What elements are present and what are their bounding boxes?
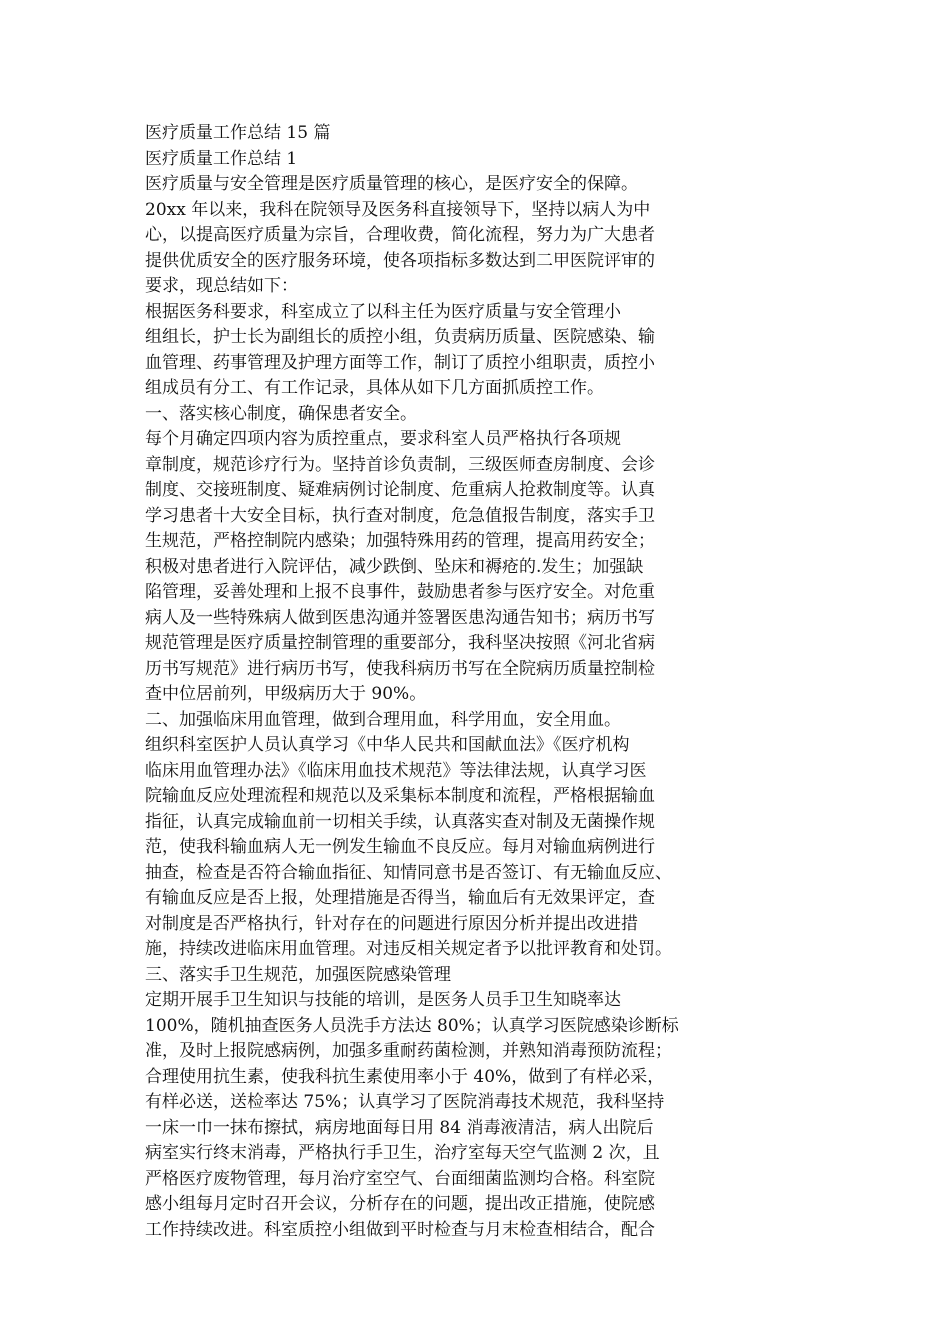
text-line: 范，使我科输血病人无一例发生输血不良反应。每月对输血病例进行	[145, 837, 655, 857]
text-line: 组成员有分工、有工作记录，具体从如下几方面抓质控工作。	[145, 378, 604, 398]
text-line: 一床一巾一抹布擦拭，病房地面每日用 84 消毒液清洁，病人出院后	[145, 1117, 654, 1138]
text-line: 有输血反应是否上报，处理措施是否得当，输血后有无效果评定，查	[145, 888, 655, 908]
text-line: 有样必送，送检率达 75%；认真学习了医院消毒技术规范，我科坚持	[145, 1092, 665, 1112]
text-line: 20xx 年以来，我科在院领导及医务科直接领导下，坚持以病人为中	[145, 199, 651, 220]
text-line: 指征，认真完成输血前一切相关手续，认真落实查对制及无菌操作规	[145, 811, 655, 832]
text-line: 严格医疗废物管理，每月治疗室空气、台面细菌监测均合格。科室院	[145, 1168, 655, 1189]
text-line: 章制度，规范诊疗行为。坚持首诊负责制，三级医师查房制度、会诊	[145, 454, 655, 475]
text-line: 血管理、药事管理及护理方面等工作，制订了质控小组职责，质控小	[145, 352, 655, 373]
text-line: 要求，现总结如下：	[145, 276, 298, 296]
document-body	[145, 121, 745, 1243]
heading-3: 三、落实手卫生规范，加强医院感染管理	[145, 964, 451, 985]
text-line: 组组长，护士长为副组长的质控小组，负责病历质量、医院感染、输	[145, 327, 655, 347]
text-line: 感小组每月定时召开会议，分析存在的问题，提出改正措施，使院感	[145, 1194, 655, 1214]
text-line: 对制度是否严格执行，针对存在的问题进行原因分析并提出改进措	[145, 913, 638, 934]
text-line: 生规范，严格控制院内感染；加强特殊用药的管理，提高用药安全；	[145, 531, 655, 551]
text-line: 临床用血管理办法》《临床用血技术规范》等法律法规，认真学习医	[145, 760, 647, 781]
section-title: 医疗质量工作总结 1	[145, 148, 298, 169]
text-line: 病人及一些特殊病人做到医患沟通并签署医患沟通告知书；病历书写	[145, 607, 655, 628]
text-line: 积极对患者进行入院评估，减少跌倒、坠床和褥疮的.发生；加强缺	[145, 556, 644, 577]
text-line: 历书写规范》进行病历书写，使我科病历书写在全院病历质量控制检	[145, 658, 655, 679]
text-line: 院输血反应处理流程和规范以及采集标本制度和流程，严格根据输血	[145, 786, 655, 806]
text-line: 病室实行终末消毒，严格执行手卫生，治疗室每天空气监测 2 次，且	[145, 1143, 660, 1163]
heading-1: 一、落实核心制度，确保患者安全。	[145, 403, 417, 424]
text-line: 施，持续改进临床用血管理。对违反相关规定者予以批评教育和处罚。	[145, 939, 672, 959]
text-line: 学习患者十大安全目标，执行查对制度，危急值报告制度，落实手卫	[145, 505, 655, 526]
text-line: 定期开展手卫生知识与技能的培训，是医务人员手卫生知晓率达	[145, 990, 621, 1010]
text-line: 组织科室医护人员认真学习《中华人民共和国献血法》《医疗机构	[145, 735, 630, 755]
text-line: 查中位居前列，甲级病历大于 90%。	[145, 684, 427, 704]
text-line: 制度、交接班制度、疑难病例讨论制度、危重病人抢救制度等。认真	[145, 480, 655, 500]
text-line: 准，及时上报院感病例，加强多重耐药菌检测，并熟知消毒预防流程；	[145, 1041, 672, 1061]
text-line: 提供优质安全的医疗服务环境，使各项指标多数达到二甲医院评审的	[145, 250, 655, 271]
text-line: 医疗质量与安全管理是医疗质量管理的核心，是医疗安全的保障。	[145, 174, 638, 194]
heading-2: 二、加强临床用血管理，做到合理用血，科学用血，安全用血。	[145, 709, 621, 730]
text-line: 合理使用抗生素，使我科抗生素使用率小于 40%，做到了有样必采，	[145, 1066, 665, 1087]
text-line: 100%，随机抽查医务人员洗手方法达 80%；认真学习医院感染诊断标	[145, 1015, 679, 1036]
document-title: 医疗质量工作总结 15 篇	[145, 123, 331, 143]
text-line: 规范管理是医疗质量控制管理的重要部分，我科坚决按照《河北省病	[145, 633, 655, 653]
text-line: 工作持续改进。科室质控小组做到平时检查与月末检查相结合，配合	[145, 1219, 655, 1240]
text-line: 陷管理，妥善处理和上报不良事件，鼓励患者参与医疗安全。对危重	[145, 582, 655, 602]
text-line: 心，以提高医疗质量为宗旨，合理收费，简化流程，努力为广大患者	[145, 225, 655, 245]
text-line: 每个月确定四项内容为质控重点，要求科室人员严格执行各项规	[145, 429, 621, 449]
text-line: 根据医务科要求，科室成立了以科主任为医疗质量与安全管理小	[145, 301, 621, 322]
text-line: 抽查，检查是否符合输血指征、知情同意书是否签订、有无输血反应、	[145, 862, 672, 883]
